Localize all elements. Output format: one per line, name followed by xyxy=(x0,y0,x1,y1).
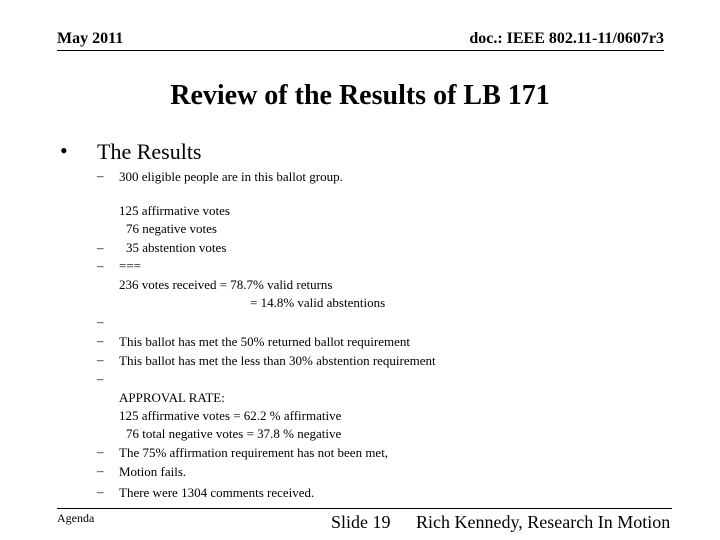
dash-marker: – xyxy=(97,371,104,386)
dash-marker: – xyxy=(97,258,104,273)
dash-marker: – xyxy=(97,333,104,348)
affirmative-line: 125 affirmative votes xyxy=(119,203,230,218)
met-30-line: This ballot has met the less than 30% abstention requirement xyxy=(119,353,436,368)
dash-marker: – xyxy=(97,484,104,499)
approval-rate-heading: APPROVAL RATE: xyxy=(119,390,225,405)
footer-rule xyxy=(57,508,672,509)
valid-abstentions-line: = 14.8% valid abstentions xyxy=(250,295,386,310)
dash-marker: – xyxy=(97,463,104,478)
header-date: May 2011 xyxy=(57,30,124,47)
abstention-line: 35 abstention votes xyxy=(126,240,227,255)
dash-marker: – xyxy=(97,314,104,329)
dash-marker: – xyxy=(97,352,104,367)
total-rule-line: === xyxy=(119,258,141,273)
approval-negative-line: 76 total negative votes = 37.8 % negative xyxy=(126,426,342,441)
footer-author: Rich Kennedy, Research In Motion xyxy=(416,512,671,532)
header-rule xyxy=(57,50,664,51)
bullet-marker: • xyxy=(60,138,68,163)
met-50-line: This ballot has met the 50% returned ballot requirement xyxy=(119,334,410,349)
not-met-line: The 75% affirmation requirement has not been met, xyxy=(119,445,389,460)
approval-affirmative-line: 125 affirmative votes = 62.2 % affirmative xyxy=(119,408,342,423)
header-doc-id: doc.: IEEE 802.11-11/0607r3 xyxy=(469,30,664,47)
motion-fails-line: Motion fails. xyxy=(119,464,187,479)
comments-line: There were 1304 comments received. xyxy=(119,485,315,500)
footer-slide-number: Slide 19 xyxy=(331,512,391,532)
slide-title: Review of the Results of LB 171 xyxy=(170,80,550,111)
dash-marker: – xyxy=(97,168,104,183)
eligible-line: 300 eligible people are in this ballot group. xyxy=(119,169,343,184)
received-line: 236 votes received = 78.7% valid returns xyxy=(119,277,333,292)
negative-line: 76 negative votes xyxy=(126,221,217,236)
footer-agenda: Agenda xyxy=(57,511,95,525)
bullet-text: The Results xyxy=(97,139,202,164)
dash-marker: – xyxy=(97,240,104,255)
dash-marker: – xyxy=(97,444,104,459)
